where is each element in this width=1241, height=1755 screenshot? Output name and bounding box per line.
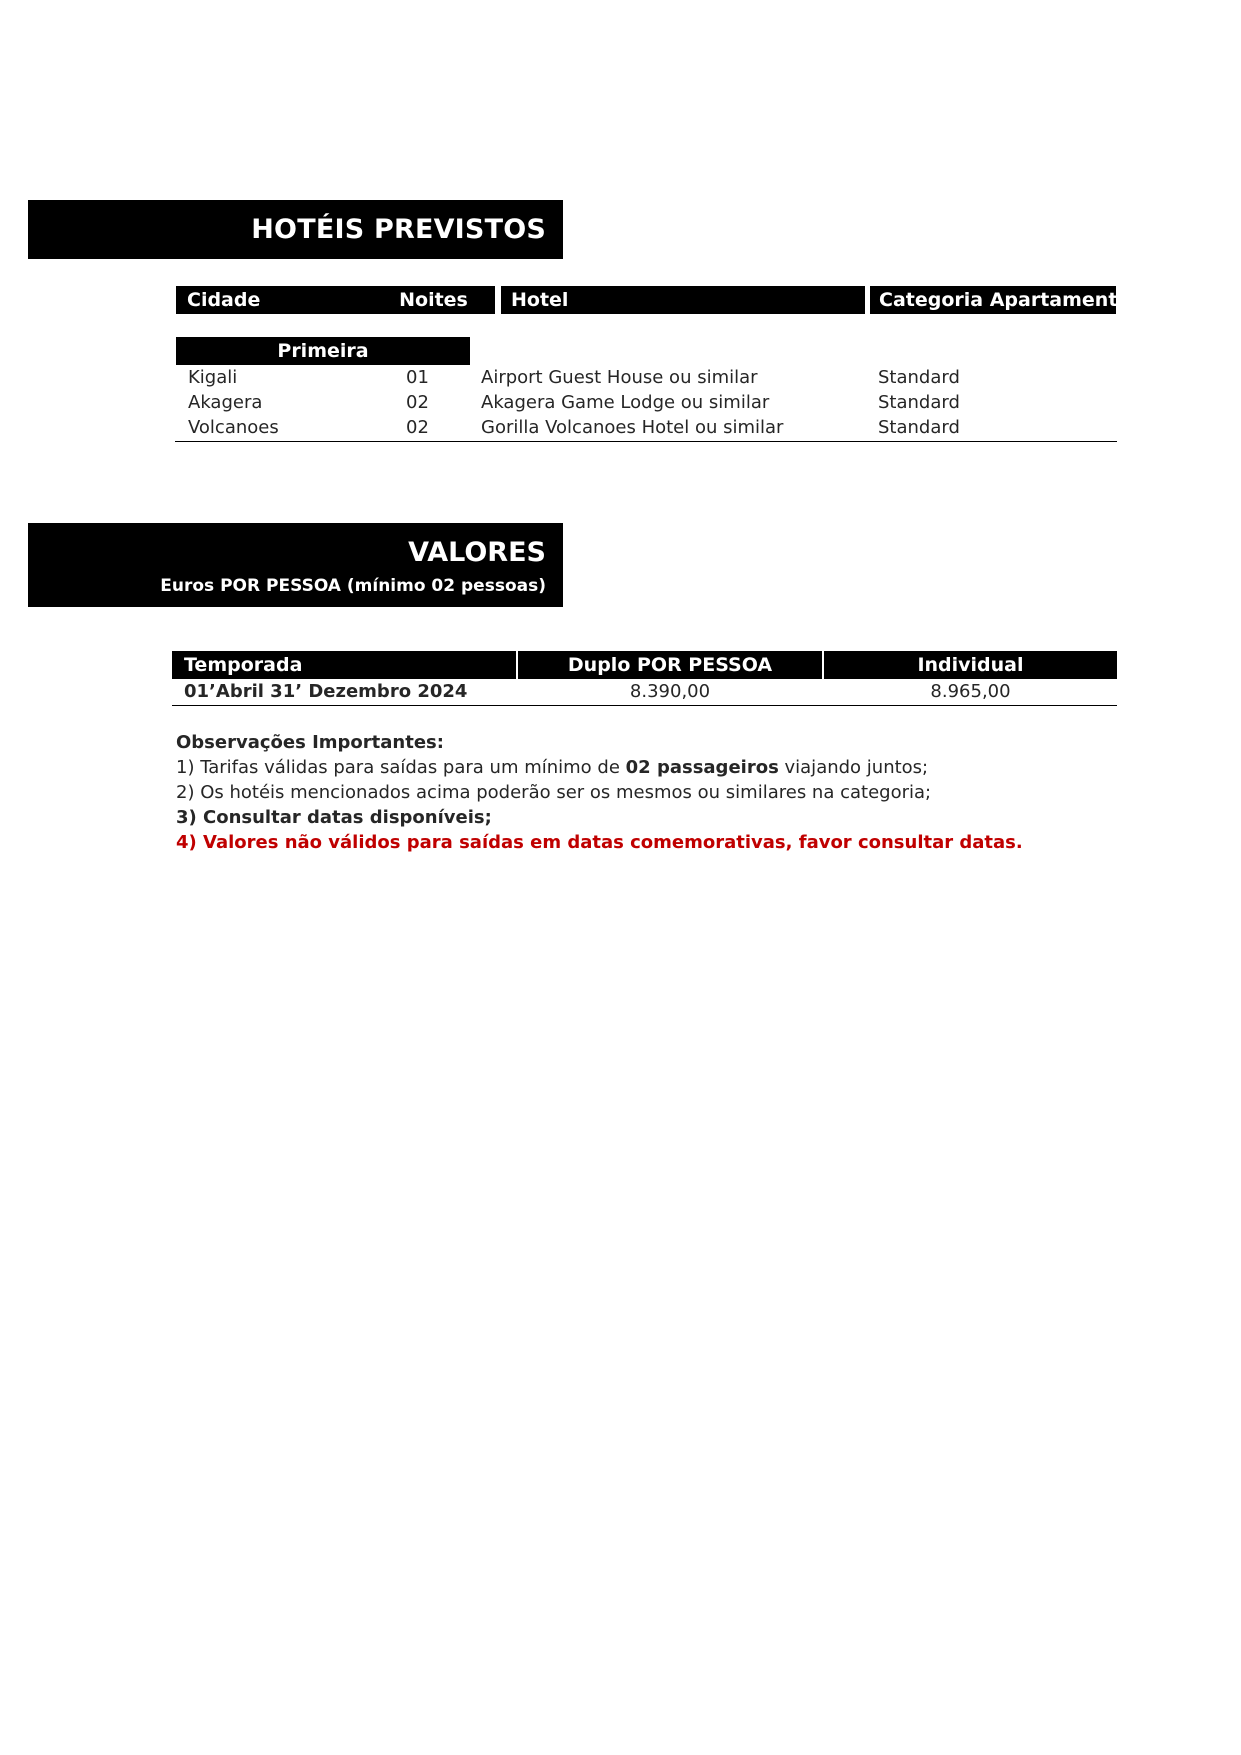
values-subtitle: Euros POR PESSOA (mínimo 02 pessoas) <box>160 576 546 596</box>
row-double: 8.390,00 <box>629 681 711 702</box>
row-hotel: Akagera Game Lodge ou similar <box>481 392 770 413</box>
values-banner <box>28 523 563 607</box>
notes-heading: Observações Importantes: <box>176 732 444 753</box>
header-single: Individual <box>824 651 1117 679</box>
note-1 <box>176 755 1023 780</box>
row-category: Standard <box>878 367 960 388</box>
hotels-title: HOTÉIS PREVISTOS <box>251 214 546 245</box>
note-1-tail: viajando juntos; <box>778 757 929 778</box>
hotels-banner <box>28 200 563 259</box>
row-category: Standard <box>878 417 960 438</box>
note-1-emphasis: 02 passageiros <box>625 757 779 778</box>
note-3: 3) Consultar datas disponíveis; <box>176 807 492 828</box>
note-2: 2) Os hotéis mencionados acima poderão ser os mesmos ou similares na categoria; <box>176 782 932 803</box>
row-hotel: Gorilla Volcanoes Hotel ou similar <box>481 417 784 438</box>
row-hotel: Airport Guest House ou similar <box>481 367 758 388</box>
header-double: Duplo POR PESSOA <box>518 651 822 679</box>
header-season: Temporada <box>172 651 516 679</box>
row-nights: 02 <box>406 392 429 413</box>
tier-label: Primeira <box>176 337 470 365</box>
row-season: 01’Abril 31’ Dezembro 2024 <box>184 681 468 702</box>
note-4: 4) Valores não válidos para saídas em datas comemorativas, favor consultar datas. <box>176 832 1023 853</box>
header-nights: Noites <box>399 289 468 311</box>
row-single: 8.965,00 <box>930 681 1011 702</box>
header-city: Cidade <box>176 286 495 314</box>
row-nights: 02 <box>406 417 429 438</box>
row-city: Akagera <box>188 392 263 413</box>
table-bottom-rule <box>175 441 1117 442</box>
row-city: Kigali <box>188 367 238 388</box>
values-title: VALORES <box>408 537 546 568</box>
row-nights: 01 <box>406 367 429 388</box>
table-bottom-rule <box>172 705 1117 706</box>
row-city: Volcanoes <box>188 417 279 438</box>
important-notes <box>176 730 1023 855</box>
row-category: Standard <box>878 392 960 413</box>
header-category: Categoria Apartamento <box>870 286 1116 314</box>
header-hotel: Hotel <box>501 286 865 314</box>
note-1-text: 1) Tarifas válidas para saídas para um mínimo de <box>176 757 626 778</box>
